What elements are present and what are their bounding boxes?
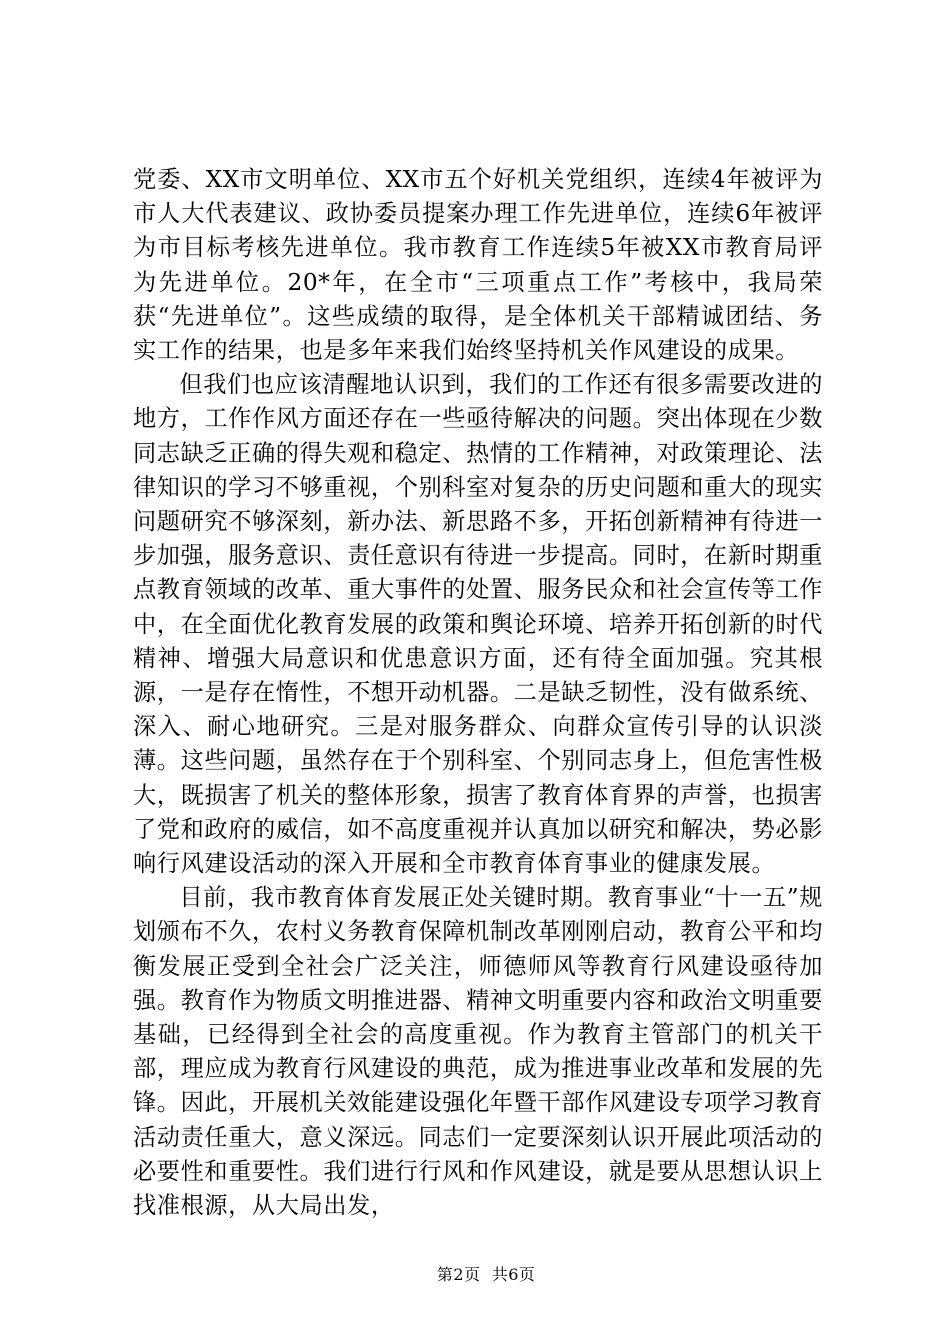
paragraph-2: 但我们也应该清醒地认识到，我们的工作还有很多需要改进的地方，工作作风方面还存在一些亟待解决的问题。突出体现在少数同志缺乏正确的得失观和稳定、热情的工作精神，对政策理论、法律知识的学习不够重视，个别科室对复杂的历史问题和重大的现实问题研究不够深刻，新办法、新思路不多，开拓创新精神有待进一步加强，服务意识、责任意识有待进一步提高。同时，在新时期重点教育领域的改革、重大事件的处置、服务民众和社会宣传等工作中，在全面优化教育发展的政策和舆论环境、培养开拓创新的时代精神、增强大局意识和优患意识方面，还有待全面加强。究其根源，一是存在惰性，不想开动机器。二是缺乏韧性，没有做系统、深入、耐心地研究。三是对服务群众、向群众宣传引导的认识淡薄。这些问题，虽然存在于个别科室、个别同志身上，但危害性极大，既损害了机关的整体形象，损害了教育体育界的声誉，也损害了党和政府的威信，如不高度重视并认真加以研究和解决，势必影响行风建设活动的深入开展和全市教育体育事业的健康发展。 <box>133 371 823 878</box>
paragraph-1: 党委、XX市文明单位、XX市五个好机关党组织，连续4年被评为市人大代表建议、政协委员提案办理工作先进单位，连续6年被评为市目标考核先进单位。我市教育工作连续5年被XX市教育局评为先进单位。20*年，在全市“三项重点工作”考核中，我局荣获“先进单位”。这些成绩的取得，是全体机关干部精诚团结、务实工作的结果，也是多年来我们始终坚持机关作风建设的成果。 <box>133 166 823 365</box>
page-number-label: 第2页 共6页 <box>436 1265 536 1284</box>
page-footer <box>0 1242 950 1308</box>
paragraph-3: 目前，我市教育体育发展正处关键时期。教育事业“十一五”规划颁布不久，农村义务教育保障机制改革刚刚启动，教育公平和均衡发展正受到全社会广泛关注，师德师风等教育行风建设亟待加强。教育作为物质文明推进器、精神文明重要内容和政治文明重要基础，已经得到全社会的高度重视。作为教育主管部门的机关干部，理应成为教育行风建设的典范，成为推进事业改革和发展的先锋。因此，开展机关效能建设强化年暨干部作风建设专项学习教育活动责任重大，意义深远。同志们一定要深刻认识开展此项活动的必要性和重要性。我们进行行风和作风建设，就是要从思想认识上找准根源，从大局出发， <box>133 884 823 1220</box>
document-body <box>133 163 823 1223</box>
